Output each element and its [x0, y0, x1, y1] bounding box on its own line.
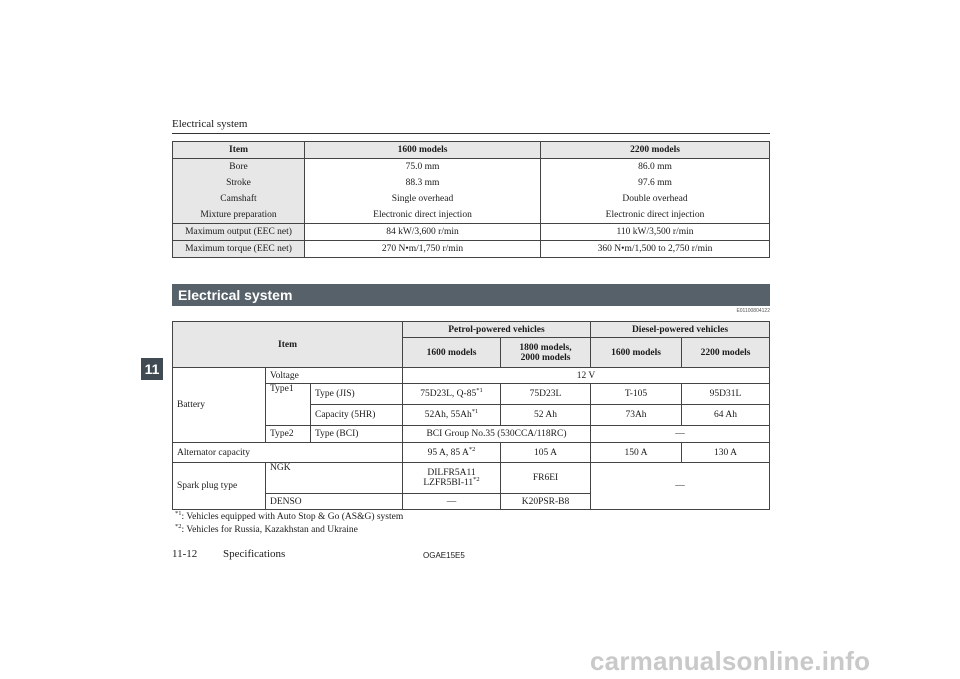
header-petrol-1800 [501, 338, 591, 368]
row-value-1600: 270 N•m/1,750 r/min [305, 241, 541, 258]
footnote-text: : Vehicles for Russia, Kazakhstan and Ukraine [181, 525, 358, 535]
table-header-row [173, 142, 770, 159]
row-value-2200: 360 N•m/1,500 to 2,750 r/min [541, 241, 770, 258]
header-petrol: Petrol-powered vehicles [403, 322, 591, 338]
watermark: carmanualsonline.info [590, 646, 871, 676]
denso-label: DENSO [266, 494, 403, 510]
cap-diesel-1600: 73Ah [591, 405, 682, 426]
alt-petrol-1600 [403, 443, 501, 463]
row-value-1600: 75.0 mm [305, 159, 541, 176]
footnote-2 [175, 522, 358, 535]
cap-petrol-1600-text: 52Ah, 55Ah [424, 410, 472, 420]
table-row [173, 191, 770, 207]
row-value-2200: Double overhead [541, 191, 770, 207]
denso-petrol-1800: K20PSR-B8 [501, 494, 591, 510]
table-row [173, 241, 770, 258]
cap-petrol-1600 [403, 405, 501, 426]
header-2200: 2200 models [541, 142, 770, 159]
ngk-label: NGK [266, 463, 403, 494]
table-row [173, 207, 770, 224]
page-number: 11-12 [172, 548, 198, 560]
type-bci-label: Type (BCI) [311, 426, 403, 443]
row-value-2200: Electronic direct injection [541, 207, 770, 224]
bci-diesel: — [591, 426, 770, 443]
jis-petrol-1600-text: 75D23L, Q-85 [420, 389, 477, 399]
header-petrol-1600: 1600 models [403, 338, 501, 368]
section-code: E01100804122 [736, 308, 770, 314]
row-item: Maximum output (EEC net) [173, 224, 305, 241]
footnote-1 [175, 509, 404, 522]
row-item: Bore [173, 159, 305, 176]
row-item: Stroke [173, 175, 305, 191]
footnote-mark: *2 [473, 475, 480, 483]
capacity-label: Capacity (5HR) [311, 405, 403, 426]
header-rule [172, 133, 770, 134]
alt-diesel-2200: 130 A [682, 443, 770, 463]
header-petrol-1800-line1: 1800 models, [519, 342, 572, 353]
header-petrol-1800-line2: 2000 models [520, 352, 571, 363]
row-item: Maximum torque (EEC net) [173, 241, 305, 258]
header-1600: 1600 models [305, 142, 541, 159]
header-diesel-1600: 1600 models [591, 338, 682, 368]
table-row [173, 224, 770, 241]
row-value-1600: 88.3 mm [305, 175, 541, 191]
section-title: Electrical system [172, 284, 770, 306]
table-header-row [173, 322, 770, 338]
table-row [173, 175, 770, 191]
type1-label: Type1 [266, 384, 311, 426]
type2-label: Type2 [266, 426, 311, 443]
row-item: Camshaft [173, 191, 305, 207]
bci-petrol: BCI Group No.35 (530CCA/118RC) [403, 426, 591, 443]
footnote-text: : Vehicles equipped with Auto Stop & Go (AS&G) system [181, 512, 404, 522]
footnote-mark: *1 [476, 386, 483, 394]
row-value-1600: Single overhead [305, 191, 541, 207]
jis-petrol-1800: 75D23L [501, 384, 591, 405]
alt-petrol-1600-text: 95 A, 85 A [427, 447, 469, 458]
footnote-mark: *2 [175, 522, 182, 530]
jis-diesel-2200: 95D31L [682, 384, 770, 405]
table-row [173, 443, 770, 463]
header-item: Item [173, 322, 403, 368]
row-value-2200: 97.6 mm [541, 175, 770, 191]
alt-diesel-1600: 150 A [591, 443, 682, 463]
chapter-tab[interactable]: 11 [141, 358, 163, 380]
row-value-2200: 110 kW/3,500 r/min [541, 224, 770, 241]
row-item: Mixture preparation [173, 207, 305, 224]
header-diesel: Diesel-powered vehicles [591, 322, 770, 338]
ngk-petrol-1600 [403, 463, 501, 494]
alternator-label: Alternator capacity [173, 443, 403, 463]
engine-spec-table [172, 141, 770, 258]
footer-section: Specifications [223, 548, 286, 560]
cap-petrol-1800: 52 Ah [501, 405, 591, 426]
table-row [173, 463, 770, 494]
voltage-label: Voltage [266, 368, 403, 384]
battery-label: Battery [173, 368, 266, 443]
cap-diesel-2200: 64 Ah [682, 405, 770, 426]
footnote-mark: *1 [175, 509, 182, 517]
row-value-1600: 84 kW/3,600 r/min [305, 224, 541, 241]
ngk-petrol-1800: FR6EI [501, 463, 591, 494]
footnote-mark: *2 [468, 445, 476, 453]
type-jis-label: Type (JIS) [311, 384, 403, 405]
electrical-spec-table [172, 321, 770, 510]
page-header-title: Electrical system [172, 118, 248, 130]
footnote-mark: *1 [471, 407, 479, 415]
ngk-petrol-1600-line2: LZFR5BI-11 [423, 478, 474, 488]
header-diesel-2200: 2200 models [682, 338, 770, 368]
jis-petrol-1600 [403, 384, 501, 405]
denso-petrol-1600: — [403, 494, 501, 510]
spark-diesel: — [591, 463, 770, 510]
row-value-2200: 86.0 mm [541, 159, 770, 176]
document-code: OGAE15E5 [423, 551, 465, 560]
row-value-1600: Electronic direct injection [305, 207, 541, 224]
voltage-value: 12 V [403, 368, 770, 384]
spark-plug-label: Spark plug type [173, 463, 266, 510]
alt-petrol-1800: 105 A [501, 443, 591, 463]
table-row [173, 368, 770, 384]
table-row [173, 159, 770, 176]
jis-diesel-1600: T-105 [591, 384, 682, 405]
header-item: Item [173, 142, 305, 159]
ngk-petrol-1600-line1: DILFR5A11 [427, 468, 476, 478]
